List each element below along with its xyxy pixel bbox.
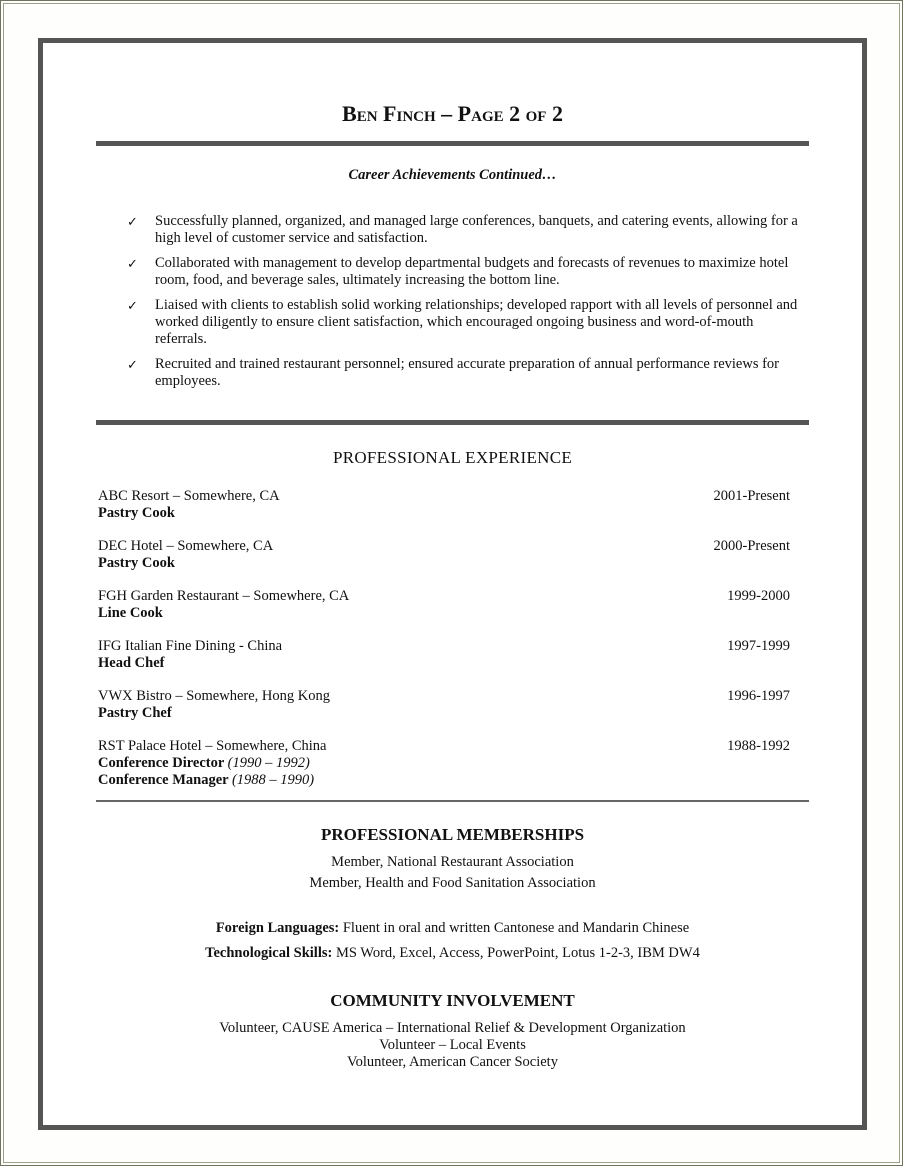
job-role: Line Cook	[98, 605, 163, 621]
job-role: Pastry Chef	[98, 705, 172, 721]
role-period: (1990 – 1992)	[227, 755, 310, 771]
list-item	[123, 297, 803, 348]
checkmark-icon: ✓	[127, 357, 138, 372]
community-heading: COMMUNITY INVOLVEMENT	[330, 991, 575, 1010]
languages-label: Foreign Languages:	[215, 920, 340, 936]
job-company: VWX Bistro – Somewhere, Hong Kong	[98, 688, 330, 704]
checkmark-icon: ✓	[127, 256, 138, 271]
membership-item: Member, National Restaurant Association	[331, 854, 574, 870]
checkmark-icon: ✓	[127, 298, 138, 313]
job-company: DEC Hotel – Somewhere, CA	[98, 538, 274, 554]
job-dates: 1988-1992	[727, 738, 790, 754]
job-dates: 1999-2000	[727, 588, 790, 604]
list-item	[123, 255, 803, 289]
role-title: Conference Director	[98, 755, 225, 771]
job-role	[98, 755, 790, 772]
job-entry	[98, 488, 790, 538]
job-entry	[98, 638, 790, 688]
job-role: Pastry Cook	[98, 505, 175, 521]
job-entry	[98, 688, 790, 738]
experience-list	[98, 488, 790, 798]
job-dates: 2001-Present	[713, 488, 790, 504]
list-item	[123, 356, 803, 390]
role-title: Conference Manager	[98, 772, 229, 788]
tech-skills-label: Technological Skills:	[205, 945, 333, 961]
membership-item: Member, Health and Food Sanitation Association	[309, 875, 596, 891]
job-company: RST Palace Hotel – Somewhere, China	[98, 738, 327, 754]
job-role: Pastry Cook	[98, 555, 175, 571]
job-role	[98, 772, 790, 789]
tech-skills-line	[43, 945, 862, 962]
tech-skills-value: MS Word, Excel, Access, PowerPoint, Lotus 1-2-3, IBM DW4	[335, 945, 700, 961]
role-period: (1988 – 1990)	[231, 772, 315, 788]
languages-value: Fluent in oral and written Cantonese and Mandarin Chinese	[342, 920, 690, 936]
achievements-list	[123, 213, 803, 398]
resume-page	[38, 38, 867, 1130]
job-role: Head Chef	[98, 655, 165, 671]
achievements-heading: Career Achievements Continued…	[348, 167, 557, 183]
community-item: Volunteer, American Cancer Society	[347, 1054, 558, 1070]
job-dates: 1997-1999	[727, 638, 790, 654]
job-entry	[98, 738, 790, 798]
job-company: FGH Garden Restaurant – Somewhere, CA	[98, 588, 350, 604]
job-entry	[98, 538, 790, 588]
achievement-text: Collaborated with management to develop departmental budgets and forecasts of revenues to maximize hotel room, food, and beverage sales, ultimately increasing the bottom line.	[155, 255, 789, 288]
divider-top	[96, 141, 809, 146]
experience-heading: PROFESSIONAL EXPERIENCE	[332, 448, 573, 467]
divider-middle	[96, 420, 809, 425]
page-title: Ben Finch – Page 2 of 2	[342, 101, 563, 126]
achievement-text: Liaised with clients to establish solid working relationships; developed rapport with all levels of personnel and worked diligently to ensure client satisfaction, which encouraged ongoing business and word-of-mouth referrals.	[155, 297, 798, 347]
job-dates: 2000-Present	[713, 538, 790, 554]
achievement-text: Successfully planned, organized, and managed large conferences, banquets, and catering events, allowing for a high level of customer service and satisfaction.	[155, 213, 798, 246]
community-item: Volunteer, CAUSE America – International Relief & Development Organization	[219, 1020, 686, 1036]
memberships-heading: PROFESSIONAL MEMBERSHIPS	[320, 825, 585, 844]
job-company: IFG Italian Fine Dining - China	[98, 638, 283, 654]
list-item	[123, 213, 803, 247]
community-item: Volunteer – Local Events	[379, 1037, 526, 1053]
achievement-text: Recruited and trained restaurant personnel; ensured accurate preparation of annual performance reviews for employees.	[155, 356, 780, 389]
job-company: ABC Resort – Somewhere, CA	[98, 488, 280, 504]
job-entry	[98, 588, 790, 638]
divider-bottom	[96, 800, 809, 802]
checkmark-icon: ✓	[127, 214, 138, 229]
languages-line	[43, 920, 862, 937]
job-dates: 1996-1997	[727, 688, 790, 704]
